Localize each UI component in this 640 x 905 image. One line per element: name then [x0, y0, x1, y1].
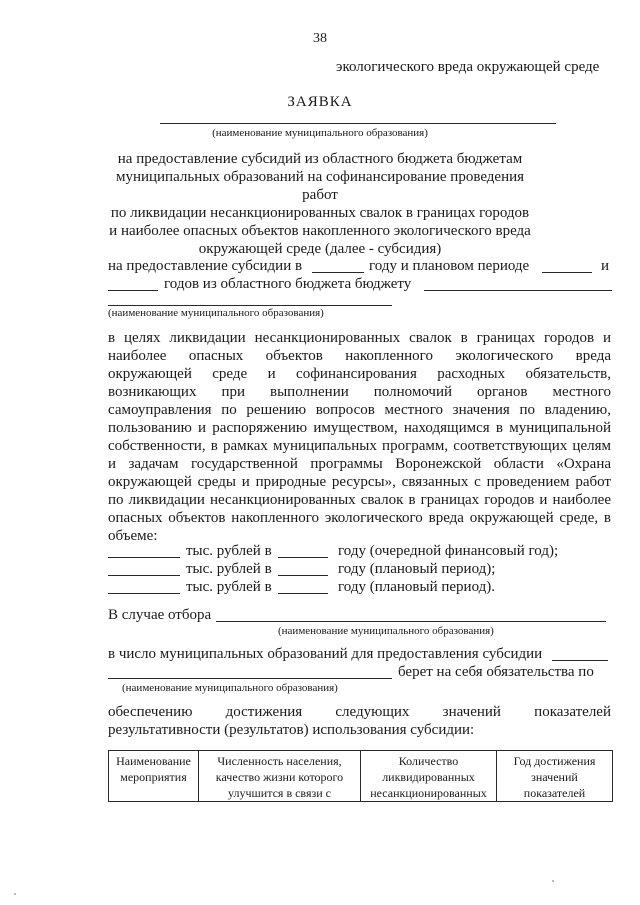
table-header-row: [109, 751, 613, 802]
amount-field-line: [108, 557, 180, 558]
provision-line: обеспечению достижения следующих значений показателей: [108, 704, 611, 720]
document-title: ЗАЯВКА: [287, 94, 353, 110]
plan-year2-field-line: [108, 290, 158, 291]
municipality-name-line: [160, 123, 556, 124]
amount-field-line: [108, 593, 180, 594]
amount-desc: году (очередной финансовый год);: [338, 543, 559, 559]
municipality-hint-4: (наименование муниципального образования): [122, 682, 338, 694]
purpose-line: на предоставление субсидий из областного бюджета бюджетам: [117, 151, 523, 167]
plan-year-field-line: [542, 272, 592, 273]
municipality-hint-1: (наименование муниципального образования): [212, 127, 428, 139]
purpose-line: и наиболее опасных объектов накопленного экологического вреда: [109, 223, 531, 239]
amount-desc: году (плановый период).: [338, 579, 496, 595]
page-number: 38: [313, 31, 327, 46]
selection-label: В случае отбора: [108, 607, 212, 623]
purpose-block: [100, 150, 540, 258]
scan-speck: [14, 893, 16, 895]
table-header-cell: Год достижения значений показателей: [497, 751, 613, 802]
body-line: собственности, в рамках муниципальных программ, соответствующих целям: [108, 438, 611, 454]
purpose-line: по ликвидации несанкционированных свалок в границах городов: [110, 205, 530, 221]
provision-last-line: результативности (результатов) использования субсидии:: [108, 722, 475, 738]
body-line: пользованию и распоряжению имуществом, находящимся в муниципальной: [108, 420, 611, 436]
body-line: окружающей среды и природные ресурсы», связанных с проведением работ: [108, 474, 611, 490]
body-line: и задачам государственной программы Воронежской области «Охрана: [108, 456, 611, 472]
purpose-line: муниципальных образований на софинансирование проведения работ: [115, 169, 525, 203]
body-line: самоуправления по решению вопросов местного значения по владению,: [108, 402, 611, 418]
table-header-cell: Количество ликвидированных несанкционированных: [361, 751, 497, 802]
request-text-c: и: [601, 258, 610, 274]
amount-field-line: [108, 575, 180, 576]
budget-recipient-line: [424, 290, 612, 291]
scan-speck: [552, 880, 554, 882]
municipality-name-line-2: [108, 305, 392, 306]
amount-desc: году (плановый период);: [338, 561, 496, 577]
municipality-hint-3: (наименование муниципального образования): [278, 625, 494, 637]
body-line: окружающей среде и софинансирования расходных обязательств,: [108, 366, 611, 382]
body-line: по ликвидации несанкционированных свалок в границах городов и наиболее: [108, 492, 611, 508]
body-line: возникающих при выполнении полномочий органов местного: [108, 384, 611, 400]
request-text-d: годов из областного бюджета бюджету: [164, 276, 412, 292]
obligation-text: берет на себя обязательства по: [398, 664, 594, 680]
amount-year-line: [278, 557, 328, 558]
amount-year-line: [278, 575, 328, 576]
amount-year-line: [278, 593, 328, 594]
selection-name-line: [216, 621, 606, 622]
list-year-line: [552, 660, 608, 661]
year-field-line: [312, 272, 364, 273]
body-last-line: объеме:: [108, 528, 158, 544]
body-line: опасных объектов накопленного экологического вреда окружающей среде, в: [108, 510, 611, 526]
obligation-name-line: [108, 678, 392, 679]
municipality-hint-2: (наименование муниципального образования): [108, 307, 324, 319]
request-text-a: на предоставление субсидии в: [108, 258, 303, 274]
body-line: в целях ликвидации несанкционированных свалок в границах городов и: [108, 330, 611, 346]
amount-unit: тыс. рублей в: [186, 543, 272, 559]
table-header-cell: Численность населения, качество жизни которого улучшится в связи с: [199, 751, 361, 802]
amount-unit: тыс. рублей в: [186, 579, 272, 595]
purpose-line: окружающей среде (далее - субсидия): [198, 241, 442, 257]
table-header-cell: Наименование мероприятия: [109, 751, 199, 802]
indicators-table: [108, 750, 613, 802]
amount-unit: тыс. рублей в: [186, 561, 272, 577]
body-line: наиболее опасных объектов накопленного экологического вреда: [108, 348, 611, 364]
header-continuation: экологического вреда окружающей среде: [336, 59, 600, 75]
list-line: в число муниципальных образований для предоставления субсидии: [108, 646, 543, 662]
request-text-b: году и плановом периоде: [369, 258, 530, 274]
